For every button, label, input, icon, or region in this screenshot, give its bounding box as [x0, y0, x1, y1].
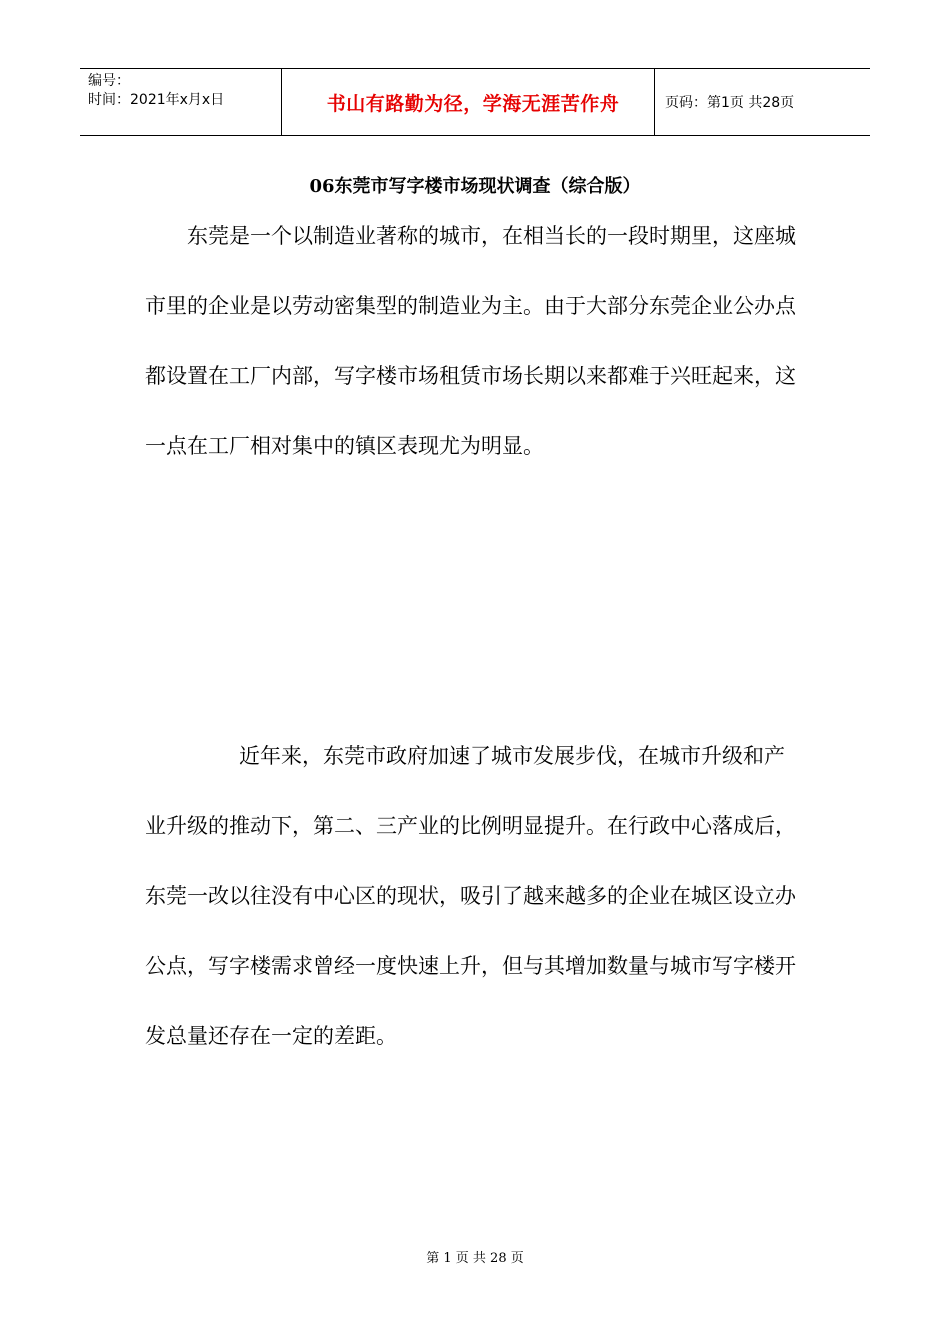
page-footer: 第 1 页 共 28 页 [426, 1251, 524, 1266]
header-page-cell [655, 69, 870, 135]
header-motto: 书山有路勤为径，学海无涯苦作舟 [326, 92, 620, 115]
header-motto-cell [282, 69, 655, 135]
body-paragraph-1: 东莞是一个以制造业著称的城市，在相当长的一段时期里，这座城市里的企业是以劳动密集型的制造业为主。由于大部分东莞企业公办点都设置在工厂内部，写字楼市场租赁市场长期以来都难于兴旺起来，这一点在工厂相对集中的镇区表现尤为明显。 [145, 224, 796, 458]
header-page-info: 页码：第1页 共28页 [665, 95, 795, 111]
document-title: 06东莞市写字楼市场现状调查（综合版） [309, 176, 641, 197]
page-header [80, 68, 870, 136]
doc-number-label: 编号： [88, 73, 130, 89]
doc-date-label: 时间：2021年x月x日 [88, 92, 225, 108]
header-meta [80, 69, 282, 135]
body-paragraph-2: 近年来，东莞市政府加速了城市发展步伐，在城市升级和产业升级的推动下，第二、三产业的比例明显提升。在行政中心落成后，东莞一改以往没有中心区的现状，吸引了越来越多的企业在城区设立办公点，写字楼需求曾经一度快速上升，但与其增加数量与城市写字楼开发总量还存在一定的差距。 [145, 744, 796, 1048]
